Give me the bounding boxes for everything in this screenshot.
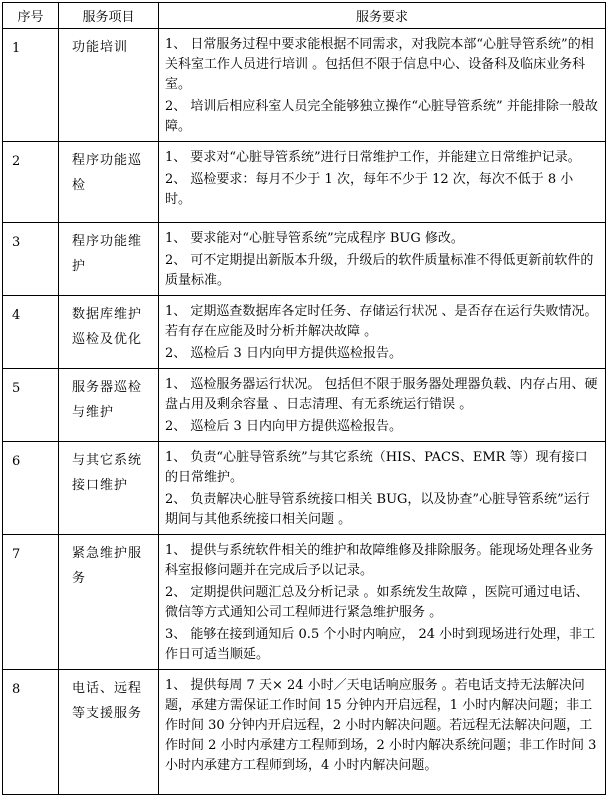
requirement-paragraph: 2、 巡检要求：每月不少于 1 次，每年不少于 12 次，每次不低于 8 小时。 bbox=[165, 172, 574, 207]
row-number: 7 bbox=[3, 535, 59, 670]
table-row bbox=[3, 369, 606, 442]
requirement-paragraph: 1、 要求对“心脏导管系统”进行日常维护工作，并能建立日常维护记录。 bbox=[165, 150, 581, 165]
table-row bbox=[3, 535, 606, 670]
table-row bbox=[3, 29, 606, 142]
service-item: 程序功能巡检 bbox=[59, 142, 159, 223]
header-no: 序号 bbox=[3, 3, 59, 29]
service-item: 程序功能维护 bbox=[59, 223, 159, 296]
service-item: 服务器巡检与维护 bbox=[59, 369, 159, 442]
requirements-cell bbox=[159, 670, 606, 795]
requirement-paragraph: 2、 定期提供问题汇总及分析记录 。如系统发生故障 ，医院可通过电话、微信等方式通知公司工程师进行紧急维护服务 。 bbox=[165, 585, 589, 620]
requirement-paragraph: 1、 负责“心脏导管系统”与其它系统（HIS、PACS、EMR 等）现有接口的日常维护。 bbox=[165, 450, 588, 485]
row-number: 3 bbox=[3, 223, 59, 296]
service-item: 电话、远程等支援服务 bbox=[59, 670, 159, 795]
requirement-paragraph: 1、 定期巡查数据库各定时任务、存储运行状况 、是否存在运行失败情况。若有存在应能及时分析并解决故障 。 bbox=[165, 304, 598, 339]
requirements-cell bbox=[159, 535, 606, 670]
requirements-cell bbox=[159, 223, 606, 296]
requirement-paragraph: 1、 要求能对“心脏导管系统”完成程序 BUG 修改。 bbox=[165, 231, 464, 246]
requirement-paragraph: 1、 日常服务过程中要求能根据不同需求，对我院本部“心脏导管系统”的相关科室工作人员进行培训 。包括但不限于信息中心、设备科及临床业务科室。 bbox=[165, 37, 594, 92]
requirement-paragraph: 3、 能够在接到通知后 0.5 个小时内响应， 24 小时到现场进行处理，非工作日可适当顺延。 bbox=[165, 627, 596, 662]
requirement-paragraph: 2、 巡检后 3 日内向甲方提供巡检报告。 bbox=[165, 346, 402, 361]
requirements-cell bbox=[159, 142, 606, 223]
row-number: 6 bbox=[3, 442, 59, 535]
row-number: 8 bbox=[3, 670, 59, 795]
requirement-paragraph: 2、 培训后相应科室人员完全能够独立操作“心脏导管系统” 并能排除一般故障。 bbox=[165, 99, 598, 134]
service-requirements-table bbox=[2, 2, 606, 795]
header-requirements: 服务要求 bbox=[159, 3, 606, 29]
service-item: 与其它系统接口维护 bbox=[59, 442, 159, 535]
row-number: 5 bbox=[3, 369, 59, 442]
header-row bbox=[3, 3, 606, 29]
service-item: 紧急维护服务 bbox=[59, 535, 159, 670]
service-item: 数据库维护巡检及优化 bbox=[59, 296, 159, 369]
table-row bbox=[3, 442, 606, 535]
requirement-paragraph: 1、 提供每周 7 天× 24 小时／天电话响应服务 。若电话支持无法解决问题，承建方需保证工作时间 15 分钟内开启远程，1 小时内解决问题；非工作时间 30 分钟内开启远程，2 小时内解决问题。若远程无法解决问题，工作时间 2 小时内承建方工程师到场，2 小时内解决系统问题；非工作时间 3 小时内承建方工程师到场，4 小时内解决问题。 bbox=[165, 678, 597, 773]
service-item: 功能培训 bbox=[59, 29, 159, 142]
table-row bbox=[3, 223, 606, 296]
requirements-cell bbox=[159, 29, 606, 142]
header-item: 服务项目 bbox=[59, 3, 159, 29]
table-row bbox=[3, 296, 606, 369]
requirement-paragraph: 2、 可不定期提出新版本升级，升级后的软件质量标准不得低更新前软件的质量标准。 bbox=[165, 253, 594, 288]
row-number: 4 bbox=[3, 296, 59, 369]
row-number: 2 bbox=[3, 142, 59, 223]
requirement-paragraph: 1、 巡检服务器运行状况。 包括但不限于服务器处理器负载、内存占用、硬盘占用及剩余容量 、日志清理、有无系统运行错误 。 bbox=[165, 377, 598, 412]
requirements-cell bbox=[159, 442, 606, 535]
requirement-paragraph: 1、 提供与系统软件相关的维护和故障维修及排除服务。能现场处理各业务科室报修问题并在完成后予以记录。 bbox=[165, 543, 594, 578]
table-row bbox=[3, 670, 606, 795]
requirements-cell bbox=[159, 369, 606, 442]
table-row bbox=[3, 142, 606, 223]
requirement-paragraph: 2、 巡检后 3 日内向甲方提供巡检报告。 bbox=[165, 419, 402, 434]
requirements-cell bbox=[159, 296, 606, 369]
requirement-paragraph: 2、 负责解决心脏导管系统接口相关 BUG，以及协查”心脏导管系统”运行期间与其他系统接口相关问题 。 bbox=[165, 492, 590, 527]
row-number: 1 bbox=[3, 29, 59, 142]
